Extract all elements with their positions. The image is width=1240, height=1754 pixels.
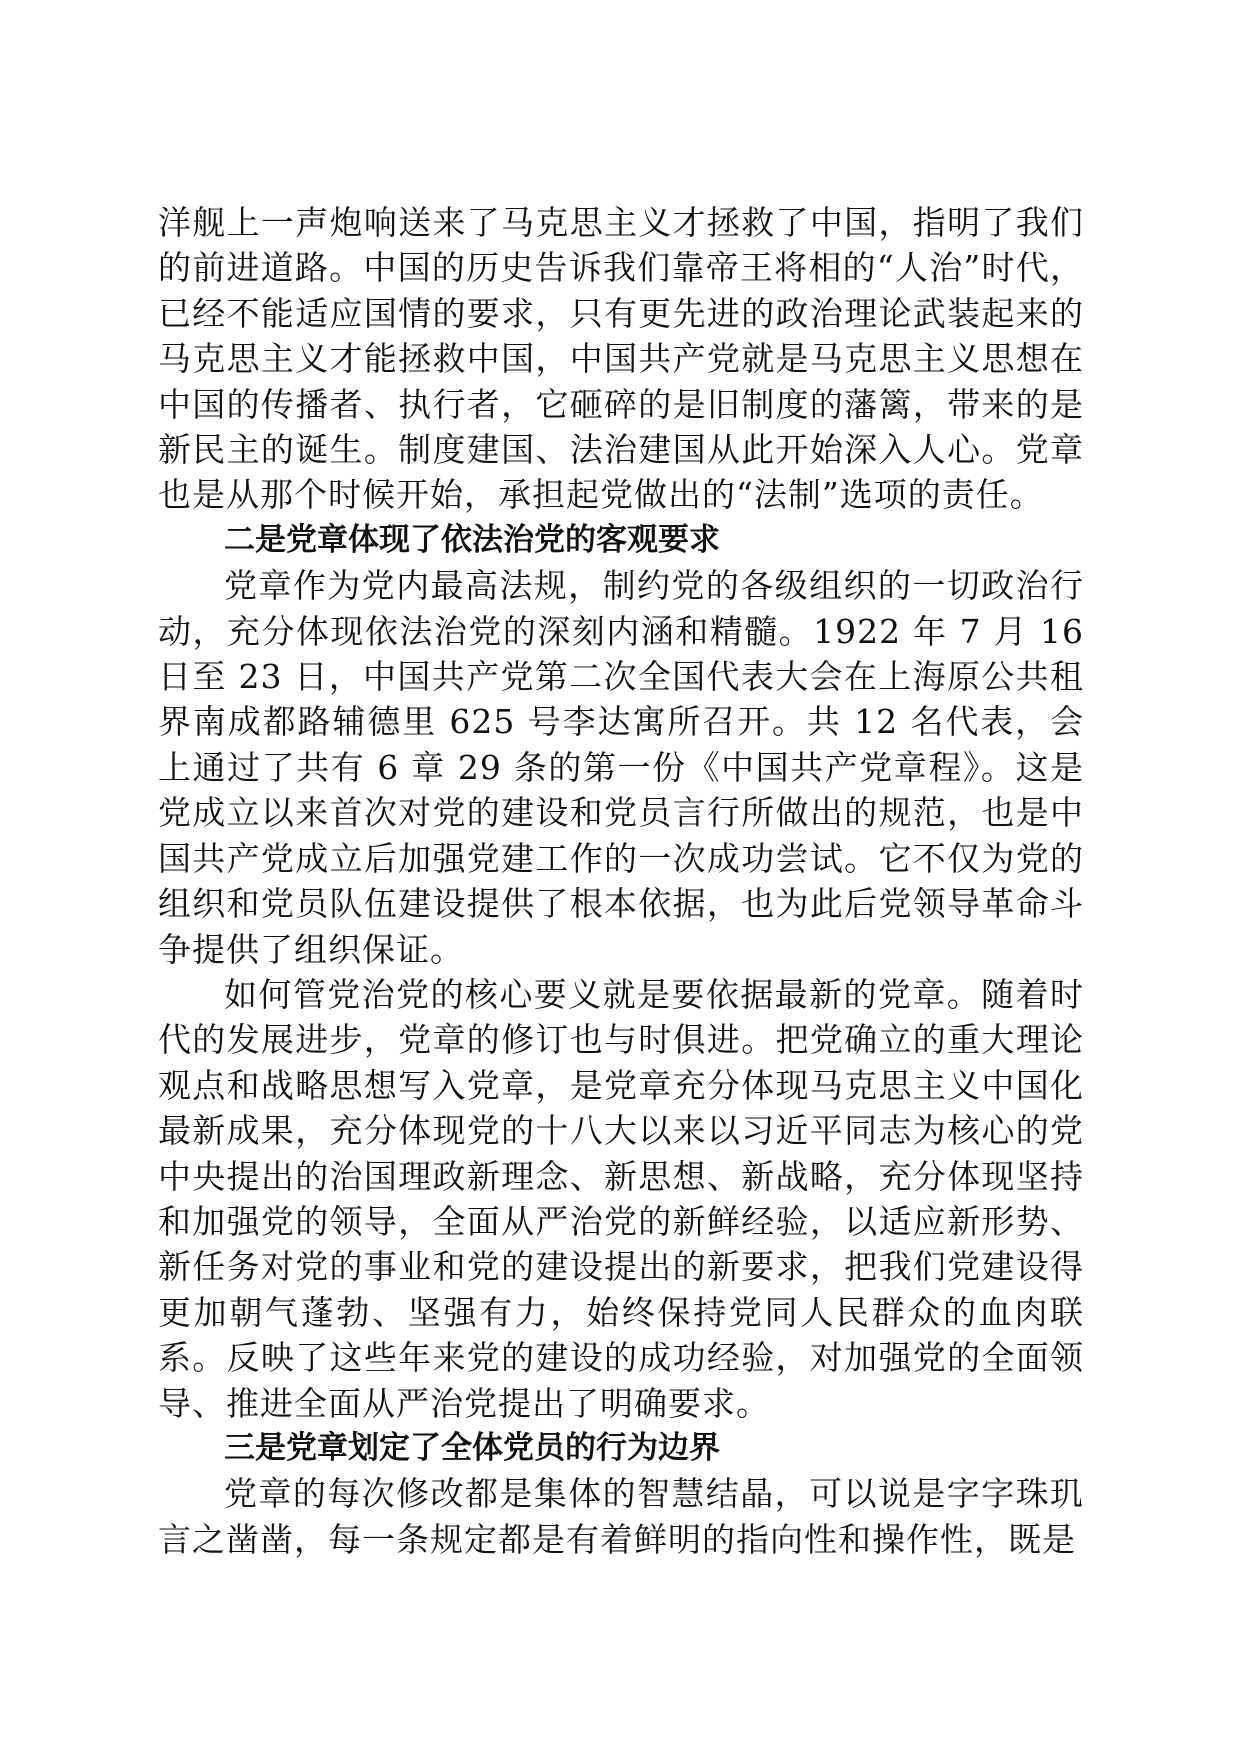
- paragraph-continued: 洋舰上一声炮响送来了马克思主义才拯救了中国，指明了我们的前进道路。中国的历史告诉我们靠帝王将相的“人治”时代，已经不能适应国情的要求，只有更先进的政治理论武装起来的马克思主义才能拯救中国，中国共产党就是马克思主义思想在中国的传播者、执行者，它砸碎的是旧制度的藩篱，带来的是新民主的诞生。制度建国、法治建国从此开始深入人心。党章也是从那个时候开始，承担起党做出的“法制”选项的责任。: [158, 203, 1084, 515]
- paragraph-revision-wisdom: 党章的每次修改都是集体的智慧结晶，可以说是字字珠玑言之凿凿，每一条规定都是有着鲜明的指向性和操作性，既是: [158, 1474, 1084, 1559]
- document-body: [158, 200, 1084, 1562]
- section-heading-2: 二是党章体现了依法治党的客观要求: [224, 521, 720, 558]
- section-heading-3: 三是党章划定了全体党员的行为边界: [224, 1429, 720, 1466]
- paragraph-party-constitution-history: 党章作为党内最高法规，制约党的各级组织的一切政治行动，充分体现依法治党的深刻内涵和精髓。1922 年 7 月 16 日至 23 日，中国共产党第二次全国代表大会在上海原公共租界南成都路辅德里 625 号李达寓所召开。共 12 名代表，会上通过了共有 6 章 29 条的第一份《中国共产党章程》。这是党成立以来首次对党的建设和党员言行所做出的规范，也是中国共产党成立后加强党建工作的一次成功尝试。它不仅为党的组织和党员队伍建设提供了根本依据，也为此后党领导革命斗争提供了组织保证。: [158, 566, 1084, 969]
- paragraph-governance-core: 如何管党治党的核心要义就是要依据最新的党章。随着时代的发展进步，党章的修订也与时俱进。把党确立的重大理论观点和战略思想写入党章，是党章充分体现马克思主义中国化最新成果，充分体现党的十八大以来以习近平同志为核心的党中央提出的治国理政新理念、新思想、新战略，充分体现坚持和加强党的领导，全面从严治党的新鲜经验，以适应新形势、新任务对党的事业和党的建设提出的新要求，把我们党建设得更加朝气蓬勃、坚强有力，始终保持党同人民群众的血肉联系。反映了这些年来党的建设的成功经验，对加强党的全面领导、推进全面从严治党提出了明确要求。: [158, 974, 1084, 1423]
